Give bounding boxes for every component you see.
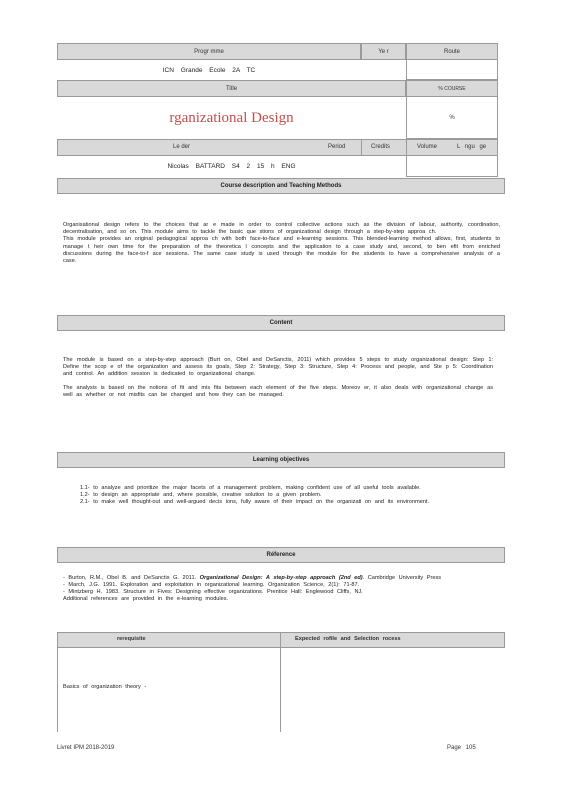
expected-profile-label: Expected rofile and Selection rocess: [295, 636, 401, 642]
footer-page-number: Page 105: [447, 745, 476, 751]
language-label: L ngu ge: [457, 144, 487, 150]
course-title: rganizational Design: [169, 109, 294, 126]
content-text: [63, 357, 493, 405]
year-label-cell: [361, 43, 406, 60]
credits-label: Credits: [371, 144, 391, 150]
title-label: Title: [225, 85, 238, 92]
reference-item: - Burton, R.M., Obel B. and DeSanctis G. 2011. Organizational Design: A step-by-step approach (2nd ed). Cambridge University Press: [63, 575, 442, 581]
programme-value: ICN Grande Ecole 2A TC: [162, 66, 256, 74]
title-label-cell: [57, 80, 406, 97]
description-paragraph: Organisational design refers to the choices that ar e made in order to control collective actions such as the division of labour, authority, coordination, decentralisation, and so on. This module aims to tackle the basic que stions of organizational design through a step-by-step approa ch.: [63, 222, 500, 236]
reference-item: Additional references are provided in the e-learning modules.: [63, 596, 229, 602]
leader-label: Le der: [173, 144, 191, 150]
objectives-list: [80, 485, 495, 507]
content-paragraph: The analysis is based on the notions of fit and mis fits between each element of the five steps. Moreov er, it also deals with organizational change as well as whether or not misfits can be changed and how they can be managed.: [63, 384, 493, 398]
course-pct-value-cell: [406, 97, 498, 139]
course-pct-value: %: [449, 114, 455, 121]
leader-value: Nicolas BATTARD S4 2 15 h ENG: [167, 163, 296, 170]
route-label-cell: [406, 43, 498, 60]
objectives-heading: Learning objectives: [57, 452, 505, 468]
course-title-cell: [57, 97, 406, 139]
footer-left: Livret IPM 2018-2019: [57, 745, 115, 751]
course-pct-label: % COURSE: [438, 85, 466, 92]
content-heading: Content: [57, 315, 505, 331]
objective-item: 2.1- to make well thought-out and well-argued decis ions, fully aware of their impact on the organizati on and its environment.: [80, 499, 430, 506]
leader-row: [57, 139, 498, 156]
description-heading: Course description and Teaching Methods: [57, 178, 505, 194]
period-label: Period: [328, 144, 346, 150]
description-text: [63, 222, 500, 271]
programme-label-cell: [57, 43, 361, 60]
course-pct-label-cell: [406, 80, 498, 97]
programme-label: Progr mme: [194, 48, 224, 55]
reference-list: [63, 575, 500, 603]
prereq-value: Basics of organization theory -: [63, 684, 147, 690]
objective-item: 1.1- to analyze and prioritize the major facets of a management problem, making confident use of all useful tools available.: [80, 485, 421, 491]
reference-item: - March, J.G. 1991. Exploration and exploitation in organizational learning. Organization Science, 2(1): 71-87.: [63, 582, 360, 588]
description-paragraph: This module provides an original pedagogical approa ch with both face-to-face and e-learning sessions. This blended-learning method allows, first, students to manage t heir own time for the preparation of the theoretica l concepts and the application to a case study and, second, to ben efit from enriched discussions during the face-to-f ace sessions. The same case study is used through the module for the students to have a comprehensive analysis of a case.: [63, 236, 500, 265]
route-label: Route: [443, 48, 460, 55]
prereq-left-border: [57, 648, 58, 732]
objective-item: 1.2- to design an appropriate and, where possible, creative solution to a given problem.: [80, 492, 322, 499]
prereq-label: rerequisite: [117, 636, 146, 642]
reference-item: - Mintzberg H. 1983. Structure in Fives: Designing effective organizations. Prentice Hall: Englewood Cliffs, NJ.: [63, 589, 363, 595]
year-value-cell: [406, 60, 498, 80]
year-label: Ye r: [378, 48, 389, 55]
leader-divider-1: [361, 139, 362, 156]
reference-heading: Réference: [57, 547, 505, 563]
content-paragraph: The module is based on a step-by-step approach (Burt on, Obel and DeSanctis, 2011) which provides 5 steps to study organizational design: Step 1: Define the scop e of the organization and assess its goals, Step 2: Strategy, Step 3: Structure, Step 4: Process and people, and Ste p 5: Coordination and control. An addition session is dedicated to organizational change.: [63, 357, 493, 378]
leader-value-right-cell: [406, 156, 498, 177]
prereq-column-divider: [280, 632, 281, 732]
volume-label: Volume: [417, 144, 438, 150]
